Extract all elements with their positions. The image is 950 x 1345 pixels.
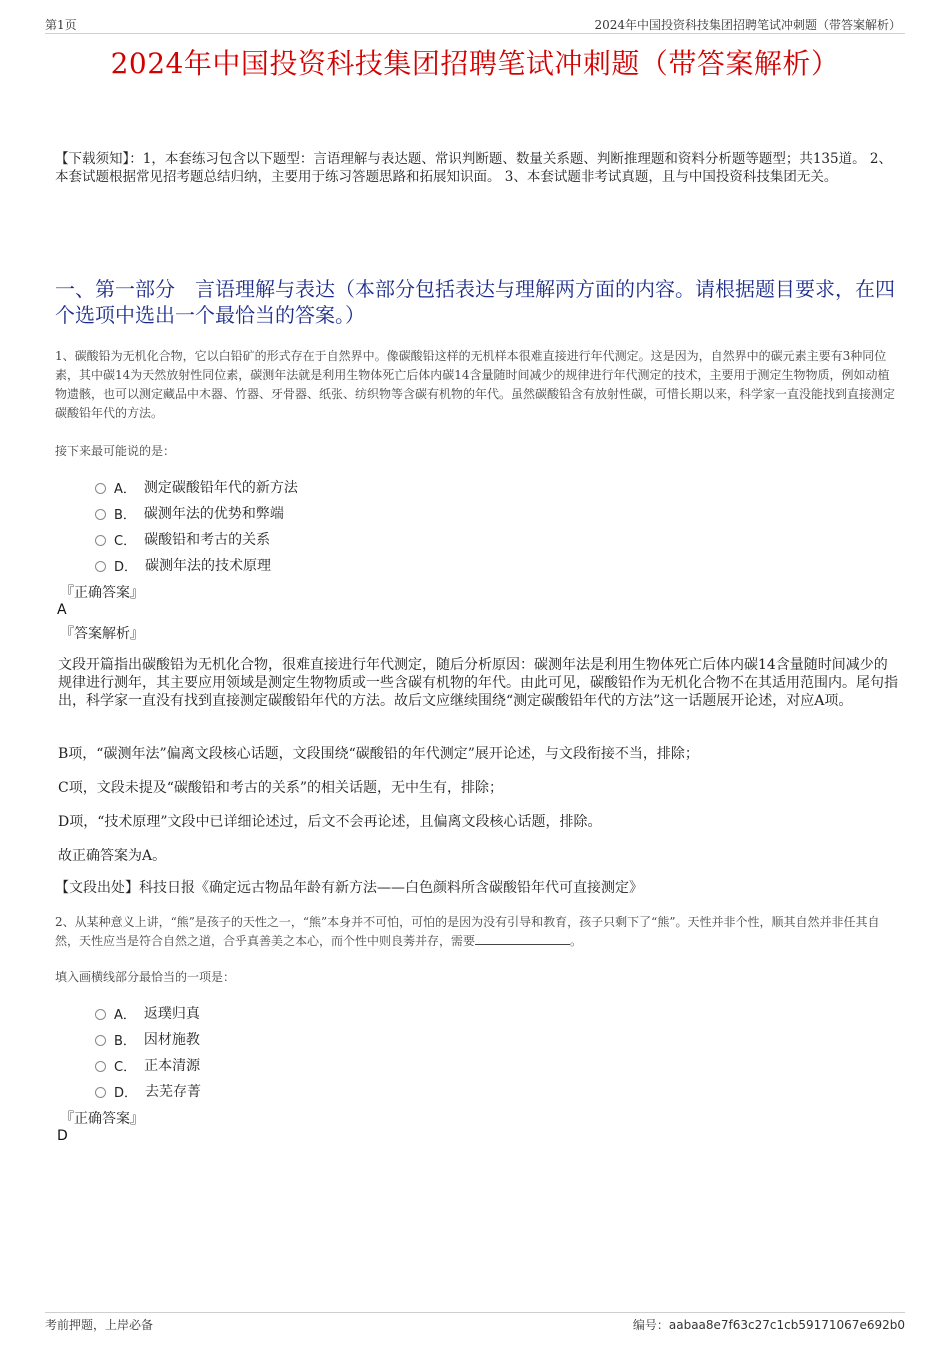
radio-icon[interactable] (95, 561, 106, 572)
q1-option-b[interactable]: B． 碳测年法的优势和弊端 (95, 503, 284, 523)
footer-slogan: 考前押题，上岸必备 (45, 1318, 154, 1332)
radio-icon[interactable] (95, 1035, 106, 1046)
radio-icon[interactable] (95, 1061, 106, 1072)
answer-blank (475, 933, 570, 945)
q1-analysis-para-3: C项，文段未提及“碳酸铅和考古的关系”的相关话题，无中生有，排除； (58, 780, 504, 796)
radio-icon[interactable] (95, 1009, 106, 1020)
q2-answer-label: 『正确答案』 (60, 1111, 144, 1127)
radio-icon[interactable] (95, 483, 106, 494)
q1-analysis-para-5: 故正确答案为A。 (58, 848, 167, 864)
download-notice: 【下载须知】：1，本套练习包含以下题型：言语理解与表达题、常识判断题、数量关系题、判断推理题和资料分析题等题型；共135道。 2、本套试题根据常见招考题总结归纳，主要用于练习答题思路和拓展知识面。 3、本套试题非考试真题，且与中国投资科技集团无关。 (55, 151, 892, 185)
q2-answer: D (57, 1128, 68, 1144)
q1-analysis-para-1: 文段开篇指出碳酸铅为无机化合物，很难直接进行年代测定，随后分析原因：碳测年法是利用生物体死亡后体内碳14含量随时间减少的规律进行测年，其主要应用领域是测定生物物质或一些含碳有机物的年代。由此可见，碳酸铅作为无机化合物不在其适用范围内。尾句指出，科学家一直没有找到直接测定碳酸铅年代的方法。故后文应继续围绕“测定碳酸铅年代的方法”这一话题展开论述，对应A项。 (58, 657, 898, 709)
q2-option-c[interactable]: C． 正本清源 (95, 1055, 200, 1075)
question-2-text: 2、从某种意义上讲，“熊”是孩子的天性之一，“熊”本身并不可怕，可怕的是因为没有引导和教育，孩子只剩下了“熊”。天性并非个性，顺其自然并非任其自然，天性应当是符合自然之道，合乎真善美之本心，而个性中则良莠并存，需要 。 (55, 915, 880, 948)
radio-icon[interactable] (95, 535, 106, 546)
q1-analysis-para-2: B项，“碳测年法”偏离文段核心话题，文段围绕“碳酸铅的年代测定”展开论述，与文段衔接不当，排除； (58, 746, 699, 762)
q1-analysis-label: 『答案解析』 (60, 626, 144, 642)
q1-source: 【文段出处】科技日报《确定远古物品年龄有新方法——白色颜料所含碳酸铅年代可直接测定》 (55, 880, 643, 896)
radio-icon[interactable] (95, 1087, 106, 1098)
header-doc-title: 2024年中国投资科技集团招聘笔试冲刺题（带答案解析） (594, 18, 901, 32)
q1-answer-label: 『正确答案』 (60, 585, 144, 601)
footer-doc-id: 编号：aabaa8e7f63c27c1cb59171067e692b0 (632, 1318, 905, 1332)
q1-option-d[interactable]: D． 碳测年法的技术原理 (95, 555, 271, 575)
question-2-prompt: 填入画横线部分最恰当的一项是： (55, 970, 236, 984)
section-heading: 一、第一部分 言语理解与表达（本部分包括表达与理解两方面的内容。请根据题目要求，在四个选项中选出一个最恰当的答案。） (55, 277, 895, 327)
radio-icon[interactable] (95, 509, 106, 520)
question-1-text: 1、碳酸铅为无机化合物，它以白铅矿的形式存在于自然界中。像碳酸铅这样的无机样本很难直接进行年代测定。这是因为，自然界中的碳元素主要有3种同位素，其中碳14为天然放射性同位素，碳测年法就是利用生物体死亡后体内碳14含量随时间减少的规律进行年代测定的技术，主要用于测定生物物质，例如动植物遗骸，也可以测定藏品中木器、竹器、牙骨器、纸张、纺织物等含碳有机物的年代。虽然碳酸铅含有放射性碳，可惜长期以来，科学家一直没能找到直接测定碳酸铅年代的方法。 (55, 349, 896, 420)
page-footer (45, 1312, 905, 1335)
page-number: 第1页 (45, 18, 77, 32)
page-title: 2024年中国投资科技集团招聘笔试冲刺题（带答案解析） (110, 47, 840, 80)
q1-option-c[interactable]: C． 碳酸铅和考古的关系 (95, 529, 270, 549)
q2-option-a[interactable]: A． 返璞归真 (95, 1003, 200, 1023)
q1-answer: A (57, 602, 67, 618)
q2-option-d[interactable]: D． 去芜存菁 (95, 1081, 201, 1101)
page-header (45, 14, 905, 34)
question-1-prompt: 接下来最可能说的是： (55, 444, 176, 458)
q1-analysis-para-4: D项，“技术原理”文段中已详细论述过，后文不会再论述，且偏离文段核心话题，排除。 (58, 814, 602, 830)
q1-option-a[interactable]: A． 测定碳酸铅年代的新方法 (95, 477, 298, 497)
q2-option-b[interactable]: B． 因材施教 (95, 1029, 200, 1049)
